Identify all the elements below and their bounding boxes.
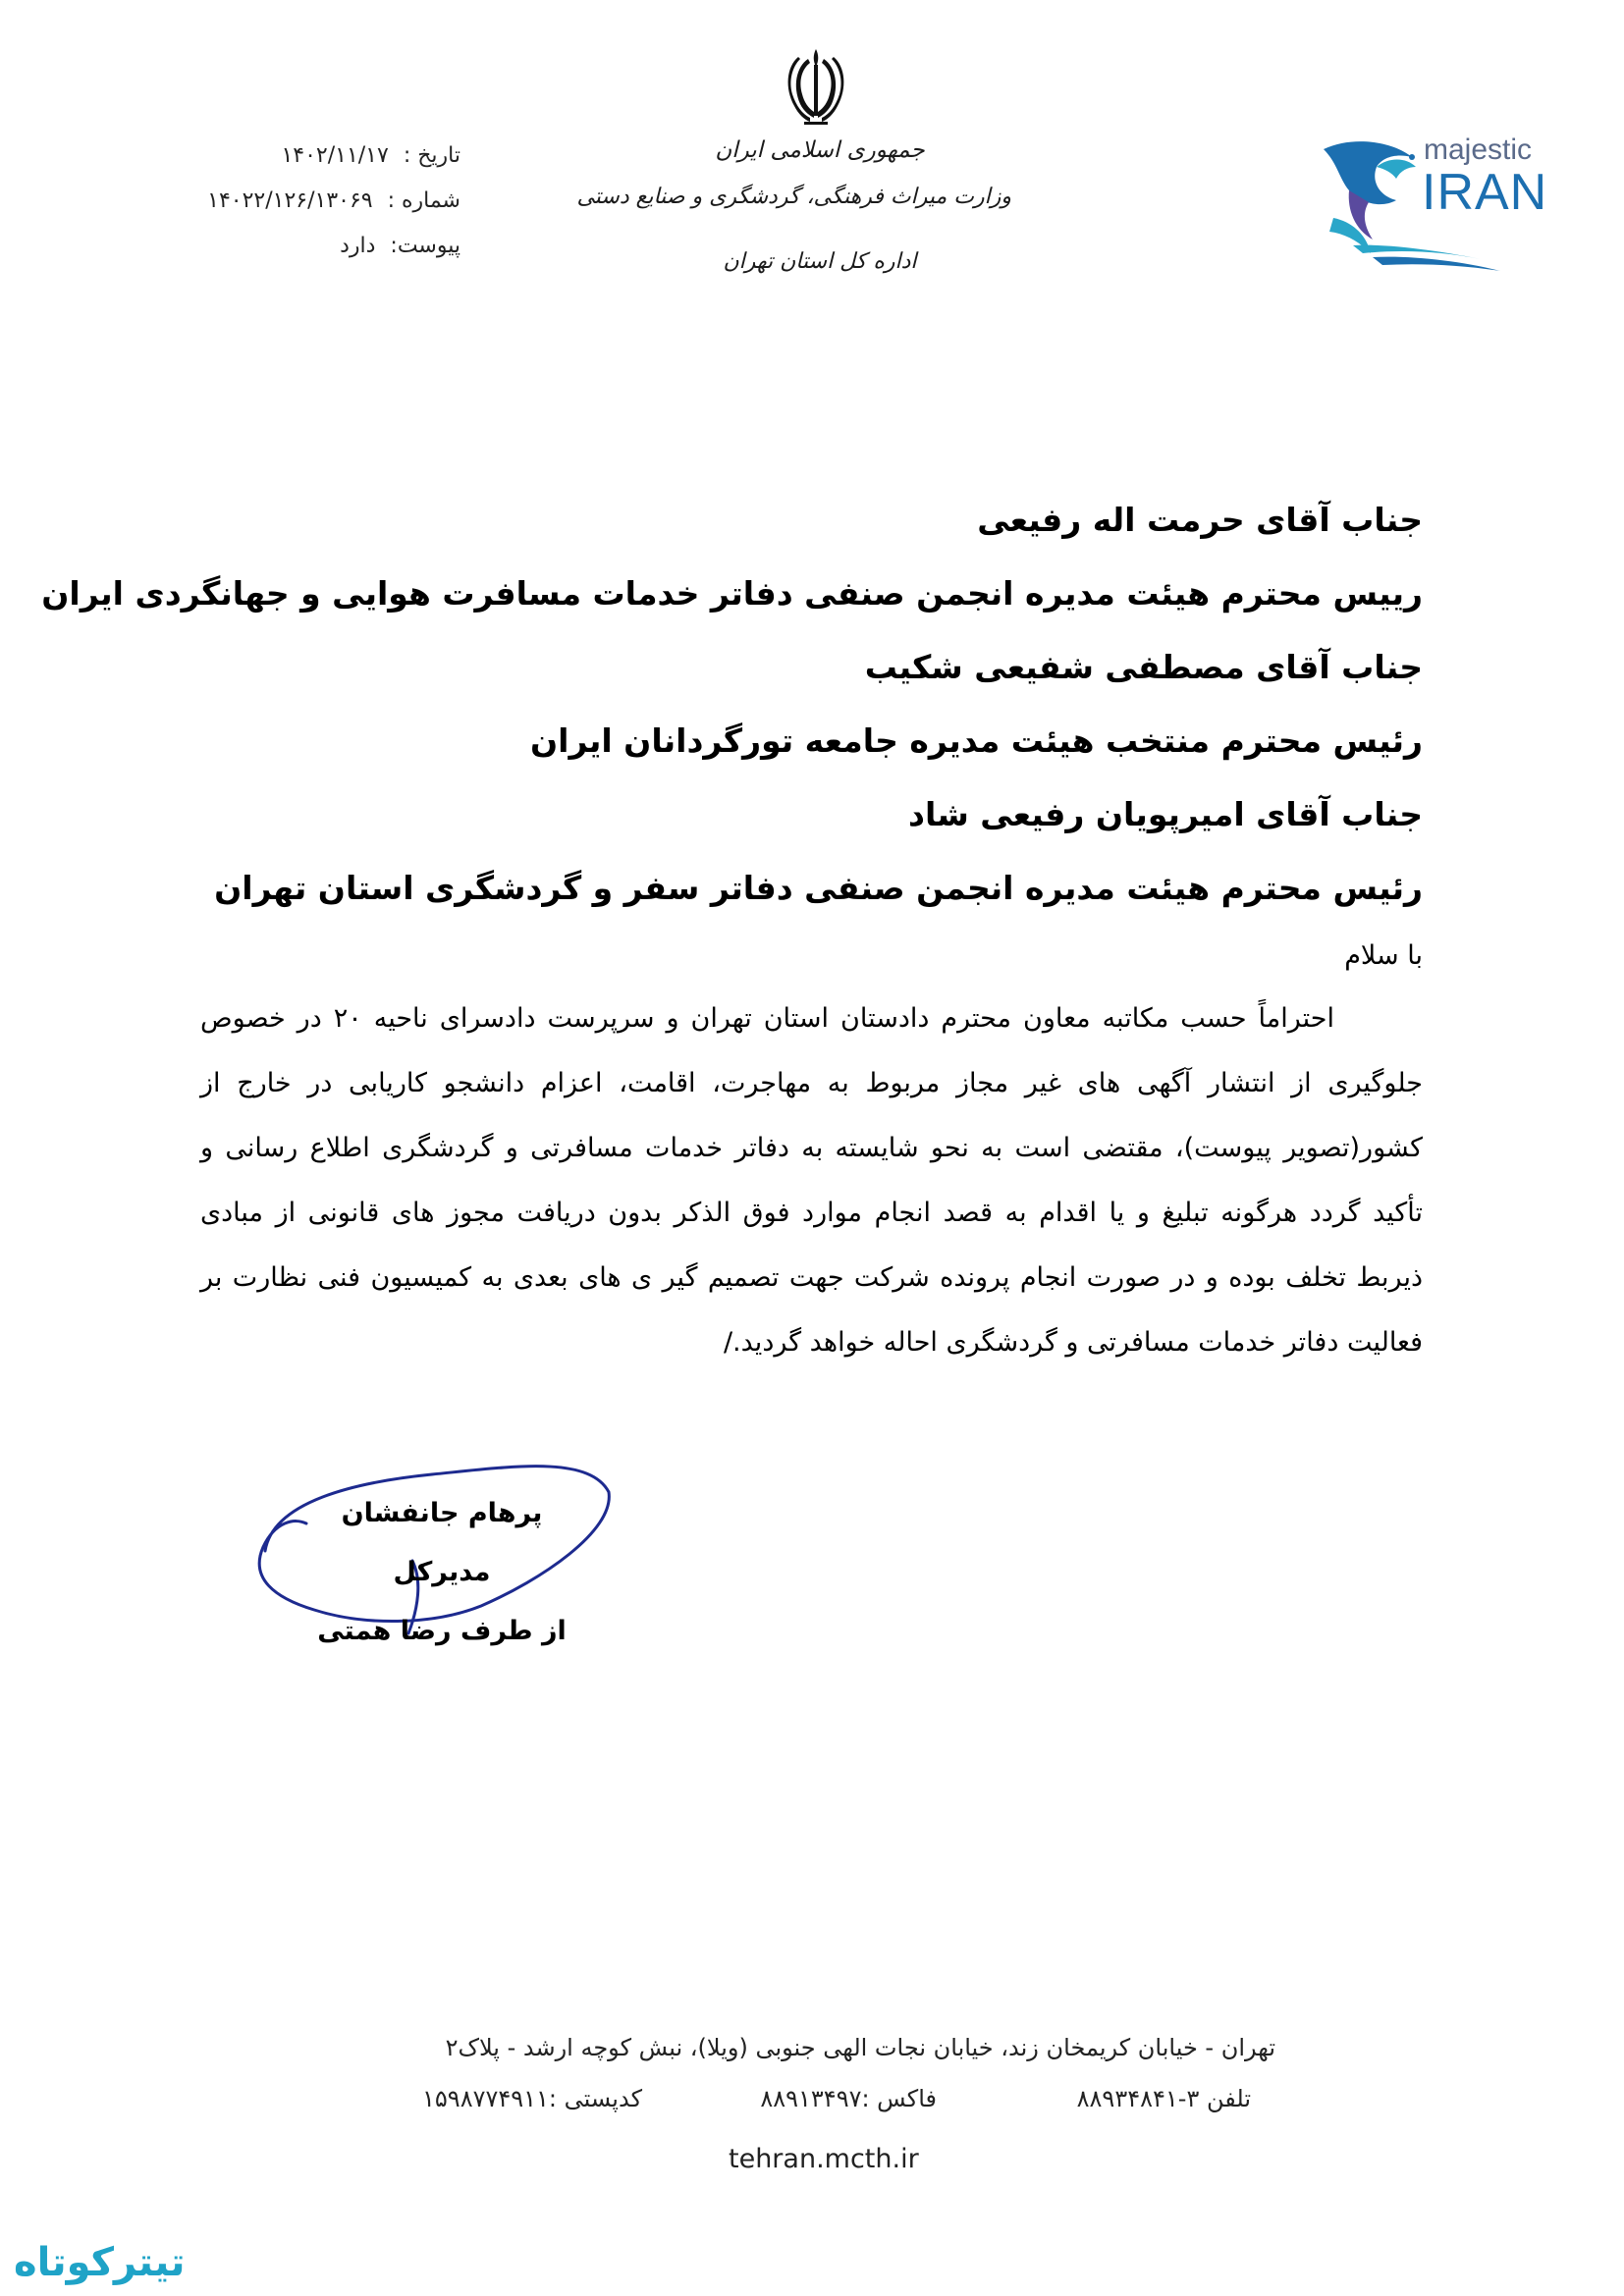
signer-name: پرهام جانفشان xyxy=(341,1498,543,1528)
number-label: شماره : xyxy=(387,188,460,213)
letter-body: احتراماً حسب مکاتبه معاون محترم دادستان استان تهران و سرپرست دادسرای ناحیه ۲۰ در خصوص جلوگیری از انتشار آگهی های غیر مجاز مربوط به مهاجرت، اقامت، اعزام دانشجو کاریابی در خارج از کشور(تصویر پیوست)، مقتضی است به نحو شایسته به دفاتر خدمات مسافرتی و گردشگری اطلاع رسانی و تأکید گردد هرگونه تبلیغ و یا اقدام به قصد انجام موارد فوق الذکر بدون دریافت مجوز های قانونی از مبادی ذیربط تخلف بوده و در صورت انجام پرونده شرکت جهت تصمیم گیر ی های بعدی به کمیسیون فنی نظارت بر فعالیت دفاتر خدمات مسافرتی و گردشگری احاله خواهد گردید./ xyxy=(200,1003,1423,1358)
signature-block xyxy=(295,1498,589,1675)
number-value: ۱۴۰۲۲/۱۲۶/۱۳۰۶۹ xyxy=(207,188,373,213)
signer-title: مدیرکل xyxy=(393,1557,491,1587)
date-line xyxy=(207,143,460,188)
ministry-line-republic: جمهوری اسلامی ایران xyxy=(715,137,925,163)
addressee-line-3: جناب آقای مصطفی شفیعی شکیب xyxy=(864,648,1423,686)
footer-address: تهران - خیابان کریمخان زند، خیابان نجات الهی جنوبی (ویلا)، نبش کوچه ارشد - پلاک۲ xyxy=(445,2034,1275,2061)
greeting: با سلام xyxy=(1344,940,1423,971)
ministry-line-ministry: وزارت میراث فرهنگی، گردشگری و صنایع دستی xyxy=(576,185,1011,209)
addressee-line-5: جناب آقای امیرپویان رفیعی شاد xyxy=(908,795,1423,833)
ministry-line-office: اداره کل استان تهران xyxy=(723,249,917,274)
number-line xyxy=(207,188,460,234)
majestic-iran-logo xyxy=(1294,128,1559,275)
attachment-label: پیوست: xyxy=(390,234,460,258)
addressee-line-2: رییس محترم هیئت مدیره انجمن صنفی دفاتر خدمات مسافرت هوایی و جهانگردی ایران xyxy=(41,574,1423,613)
signer-on-behalf: از طرف رضا همتی xyxy=(317,1616,567,1646)
logo-iran-text: IRAN xyxy=(1422,164,1548,221)
iran-emblem-icon xyxy=(779,45,853,128)
addressee-line-4: رئیس محترم منتخب هیئت مدیره جامعه تورگردانان ایران xyxy=(529,721,1423,760)
footer-phone: تلفن ۳-۸۸۹۳۴۸۴۱ xyxy=(1076,2085,1251,2112)
date-label: تاریخ : xyxy=(403,143,460,168)
date-value: ۱۴۰۲/۱۱/۱۷ xyxy=(281,143,389,168)
footer-fax: فاکس :۸۸۹۱۳۴۹۷ xyxy=(760,2085,937,2112)
footer-website: tehran.mcth.ir xyxy=(729,2144,919,2174)
site-watermark-logo: تیترکوتاه xyxy=(14,2240,186,2285)
addressee-line-1: جناب آقای حرمت اله رفیعی xyxy=(977,501,1423,539)
footer-postal: کدپستی :۱۵۹۸۷۷۴۹۱۱ xyxy=(422,2085,642,2112)
ministry-heading xyxy=(576,137,1011,289)
logo-majestic-text: majestic xyxy=(1424,133,1533,166)
document-meta xyxy=(207,143,460,279)
attachment-line xyxy=(207,234,460,279)
addressee-line-6: رئیس محترم هیئت مدیره انجمن صنفی دفاتر سفر و گردشگری استان تهران xyxy=(214,869,1423,907)
attachment-value: دارد xyxy=(340,234,376,258)
